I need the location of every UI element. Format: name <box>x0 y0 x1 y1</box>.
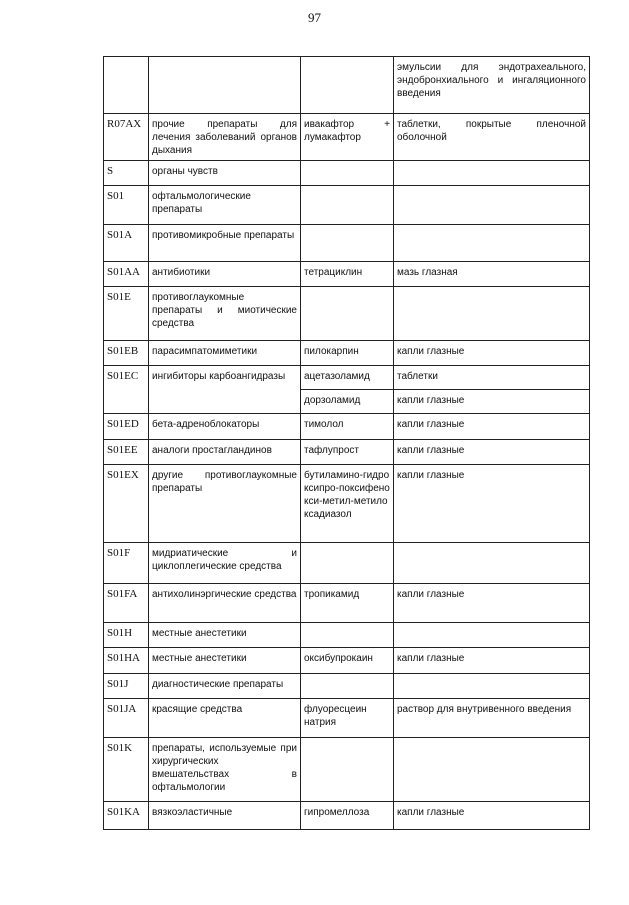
table-row <box>104 699 590 738</box>
dosage-form <box>394 161 590 186</box>
page-number: 97 <box>308 10 321 25</box>
dosage-form: таблетки, покрытые пленочной оболочной <box>394 114 590 161</box>
atc-group-name: антихолинэргические средства <box>149 584 301 623</box>
atc-group-name: препараты, используемые при хирургических вмешательствах в офтальмологии <box>149 738 301 802</box>
table-row <box>104 674 590 699</box>
atc-group-name: ингибиторы карбоангидразы <box>149 366 301 414</box>
atc-code: S01K <box>104 738 149 802</box>
atc-code: S01J <box>104 674 149 699</box>
atc-group-name: противоглаукомные препараты и миотические средства <box>149 287 301 341</box>
drug-name: тропикамид <box>301 584 394 623</box>
table-row <box>104 584 590 623</box>
atc-code: S01AA <box>104 262 149 287</box>
atc-group-name: офтальмологические препараты <box>149 186 301 225</box>
atc-group-name: местные анестетики <box>149 648 301 674</box>
table-row <box>104 648 590 674</box>
table-row <box>104 57 590 114</box>
table-row <box>104 161 590 186</box>
atc-code: S01FA <box>104 584 149 623</box>
drug-name <box>301 161 394 186</box>
atc-group-name: вязкоэластичные <box>149 802 301 830</box>
dosage-form: таблетки <box>394 366 590 390</box>
dosage-form: капли глазные <box>394 648 590 674</box>
dosage-form: капли глазные <box>394 802 590 830</box>
table-row <box>104 623 590 648</box>
atc-code: S01EX <box>104 465 149 543</box>
drug-name <box>301 738 394 802</box>
drug-name <box>301 674 394 699</box>
dosage-form: капли глазные <box>394 465 590 543</box>
atc-group-name <box>149 57 301 114</box>
atc-group-name: антибиотики <box>149 262 301 287</box>
dosage-form: капли глазные <box>394 584 590 623</box>
drug-name: тетрациклин <box>301 262 394 287</box>
atc-group-name: противомикробные препараты <box>149 225 301 262</box>
atc-code: S01EE <box>104 440 149 465</box>
atc-code: S <box>104 161 149 186</box>
atc-code: S01EB <box>104 341 149 366</box>
table-row <box>104 738 590 802</box>
atc-group-name: мидриатические и циклоплегические средства <box>149 543 301 584</box>
atc-code: S01JA <box>104 699 149 738</box>
dosage-form: мазь глазная <box>394 262 590 287</box>
table-row <box>104 440 590 465</box>
drug-name <box>301 543 394 584</box>
drug-name <box>301 225 394 262</box>
dosage-form <box>394 287 590 341</box>
drug-name: дорзоламид <box>301 390 394 414</box>
table-row <box>104 114 590 161</box>
dosage-form <box>394 543 590 584</box>
atc-code <box>104 57 149 114</box>
table-row <box>104 414 590 440</box>
atc-group-name: органы чувств <box>149 161 301 186</box>
atc-code: S01H <box>104 623 149 648</box>
atc-code: S01HA <box>104 648 149 674</box>
drug-name: тафлупрост <box>301 440 394 465</box>
table-row <box>104 366 590 390</box>
table-row <box>104 225 590 262</box>
drug-name: ивакафтор + лумакафтор <box>301 114 394 161</box>
dosage-form: капли глазные <box>394 414 590 440</box>
table-row <box>104 802 590 830</box>
atc-code: S01F <box>104 543 149 584</box>
dosage-form: капли глазные <box>394 390 590 414</box>
drug-name <box>301 57 394 114</box>
atc-group-name: парасимпатомиметики <box>149 341 301 366</box>
dosage-form <box>394 186 590 225</box>
table-row <box>104 341 590 366</box>
dosage-form <box>394 225 590 262</box>
table-row <box>104 262 590 287</box>
atc-code: S01 <box>104 186 149 225</box>
dosage-form: раствор для внутривенного введения <box>394 699 590 738</box>
drug-name: гипромеллоза <box>301 802 394 830</box>
drug-name: ацетазоламид <box>301 366 394 390</box>
table-row <box>104 186 590 225</box>
drug-name <box>301 186 394 225</box>
dosage-form <box>394 623 590 648</box>
drug-name: пилокарпин <box>301 341 394 366</box>
dosage-form: капли глазные <box>394 341 590 366</box>
drug-name: флуоресцеин натрия <box>301 699 394 738</box>
atc-code: S01A <box>104 225 149 262</box>
drug-table <box>103 56 590 830</box>
atc-code: S01ED <box>104 414 149 440</box>
atc-group-name: красящие средства <box>149 699 301 738</box>
dosage-form <box>394 674 590 699</box>
table-row <box>104 465 590 543</box>
table-row <box>104 543 590 584</box>
atc-group-name: прочие препараты для лечения заболеваний органов дыхания <box>149 114 301 161</box>
atc-group-name: диагностические препараты <box>149 674 301 699</box>
atc-group-name: бета-адреноблокаторы <box>149 414 301 440</box>
atc-group-name: местные анестетики <box>149 623 301 648</box>
atc-group-name: аналоги простагландинов <box>149 440 301 465</box>
dosage-form: эмульсии для эндотрахеального, эндобронхиального и ингаляционного введения <box>394 57 590 114</box>
atc-code: S01KA <box>104 802 149 830</box>
atc-code: R07AX <box>104 114 149 161</box>
dosage-form: капли глазные <box>394 440 590 465</box>
drug-name <box>301 287 394 341</box>
atc-code: S01EC <box>104 366 149 414</box>
atc-group-name: другие противоглаукомные препараты <box>149 465 301 543</box>
table-row <box>104 287 590 341</box>
dosage-form <box>394 738 590 802</box>
drug-name: тимолол <box>301 414 394 440</box>
drug-name <box>301 623 394 648</box>
atc-code: S01E <box>104 287 149 341</box>
drug-name: оксибупрокаин <box>301 648 394 674</box>
drug-name: бутиламино-гидроксипро-поксифенокси-метил-метилоксадиазол <box>301 465 394 543</box>
